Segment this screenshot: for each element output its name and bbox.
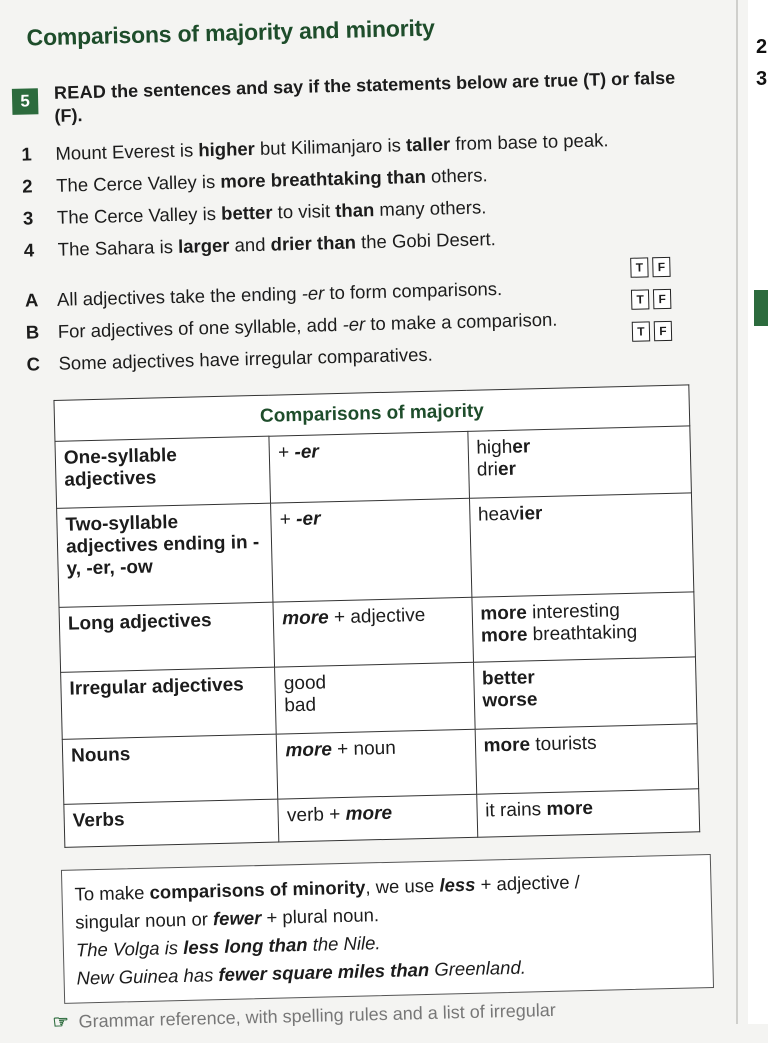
sentence-text: but Kilimanjaro is — [254, 134, 407, 159]
page-gutter — [736, 0, 738, 1024]
sentence-text: The Cerce Valley is — [55, 170, 221, 196]
note-text: , we use — [365, 874, 440, 898]
note-keyword: fewer — [212, 907, 262, 930]
note-example-text: Greenland. — [428, 956, 527, 980]
example-cell — [473, 657, 697, 729]
example-word: heavier — [477, 503, 543, 526]
note-example-bold: less long than — [182, 933, 308, 958]
rule-part: more — [285, 739, 333, 762]
example-cell — [471, 592, 695, 662]
example-word: worse — [482, 689, 538, 712]
sentence-bold: more breathtaking than — [220, 165, 427, 192]
adjective-type-cell: Nouns — [62, 734, 278, 804]
example-word: more breathtaking — [480, 621, 638, 647]
example-cell — [469, 493, 694, 597]
rule-part: + — [277, 442, 295, 464]
true-box[interactable]: T — [631, 289, 649, 309]
rule-part: -er — [294, 441, 320, 464]
rule-cell — [269, 431, 469, 503]
table-row — [57, 493, 694, 607]
rule-cell — [275, 662, 475, 734]
example-word: it rains more — [484, 797, 594, 822]
rule-part: bad — [284, 694, 317, 717]
instruction-read-word: READ — [53, 81, 107, 103]
rule-part: more — [281, 607, 329, 630]
rule-part: verb + — [286, 803, 346, 827]
next-page-edge — [748, 0, 768, 1024]
rule-part: + adjective — [328, 604, 426, 629]
note-text: + adjective / — [475, 871, 581, 895]
note-example-bold: fewer square miles than — [218, 958, 430, 986]
example-cell — [476, 789, 699, 837]
sentence-text: to visit — [272, 200, 336, 223]
next-page-badge — [754, 290, 768, 326]
statement-letter: B — [25, 321, 40, 343]
statement-text: to make a comparison. — [364, 308, 558, 335]
adjective-type-cell: One-syllable adjectives — [55, 436, 271, 508]
rule-cell — [277, 729, 477, 799]
rule-part: -er — [295, 508, 321, 531]
next-page-number: 3 — [756, 68, 768, 90]
table-title: Comparisons of majority — [54, 385, 690, 442]
statement-suffix: -er — [342, 313, 366, 335]
sentence-bold: larger — [177, 234, 230, 257]
adjective-type-cell: Two-syllable adjectives ending in -y, -er, -ow — [57, 503, 274, 607]
sentence-text: the Gobi Desert. — [355, 228, 496, 253]
sentence-number: 4 — [23, 239, 35, 261]
minority-note-box — [61, 854, 714, 1004]
rule-cell — [273, 597, 473, 667]
sentence-bold: taller — [405, 133, 451, 156]
true-box[interactable]: T — [630, 257, 648, 277]
note-example-text: The Volga is — [75, 936, 184, 961]
note-bold: comparisons of minority — [149, 876, 366, 903]
adjective-type-cell: Verbs — [64, 799, 279, 847]
section-heading: Comparisons of majority and minority — [26, 14, 435, 51]
statement-suffix: -er — [301, 282, 325, 304]
sentence-text: and — [229, 233, 271, 256]
sentence-text: The Sahara is — [57, 235, 179, 260]
sentence-bold: higher — [198, 137, 256, 161]
adjective-type-cell: Irregular adjectives — [61, 667, 277, 739]
example-word: more interesting — [480, 600, 621, 625]
sentence-number: 1 — [21, 143, 32, 165]
example-word: drier — [476, 458, 517, 481]
note-text: singular noun or — [74, 908, 214, 933]
note-text: + plural noun. — [261, 904, 380, 929]
sentence-number: 3 — [22, 207, 34, 229]
rule-part: + noun — [331, 737, 397, 761]
statement-letter: C — [26, 353, 41, 375]
grammar-reference-text: Grammar reference, with spelling rules and a list of irregular — [78, 999, 556, 1032]
sentence-number: 2 — [21, 175, 33, 197]
next-page-number: 2 — [756, 36, 768, 58]
grammar-reference-line — [52, 997, 693, 1043]
sentence-text: The Cerce Valley is — [56, 202, 222, 228]
example-cell — [475, 724, 699, 794]
statement-text: For adjectives of one syllable, add — [57, 313, 343, 342]
rule-cell — [271, 498, 472, 602]
sentence-bold: better — [220, 201, 273, 224]
example-word: more tourists — [483, 732, 597, 757]
statement-text: to form comparisons. — [324, 277, 503, 304]
false-box[interactable]: F — [652, 257, 670, 277]
sentence-bold: than — [334, 199, 375, 222]
statement-text: Some adjectives have irregular comparatives. — [58, 343, 434, 374]
pointing-hand-icon: ☞ — [52, 1011, 70, 1033]
statement-list — [24, 259, 707, 381]
adjective-type-cell: Long adjectives — [59, 602, 275, 672]
sentence-text: others. — [425, 164, 488, 187]
sentence-bold: drier than — [270, 231, 357, 255]
exercise-number-badge: 5 — [12, 88, 39, 115]
note-example-text: the Nile. — [307, 932, 381, 955]
statement-text: All adjectives take the ending — [56, 282, 302, 310]
sentence-text: many others. — [374, 196, 487, 221]
rule-cell — [278, 794, 477, 842]
rule-part: more — [345, 802, 393, 825]
rule-part: good — [283, 672, 327, 695]
true-false-boxes — [632, 321, 672, 342]
statement-letter: A — [24, 289, 39, 311]
example-word: better — [481, 667, 536, 690]
sentence-text: from base to peak. — [449, 129, 609, 155]
false-box[interactable]: F — [653, 289, 671, 309]
note-keyword: less — [439, 873, 476, 896]
note-text: To make — [74, 881, 150, 905]
note-example-text: New Guinea has — [76, 964, 219, 989]
sentence-text: Mount Everest is — [55, 139, 199, 164]
instruction-text: the sentences and say if the statements below are true (T) or false (F). — [54, 67, 676, 126]
true-false-boxes — [631, 289, 671, 310]
false-box[interactable]: F — [654, 321, 672, 341]
true-box[interactable]: T — [632, 321, 650, 341]
exercise-instruction — [54, 66, 685, 127]
comparisons-table — [53, 384, 700, 847]
example-cell — [467, 426, 691, 498]
true-false-boxes — [630, 257, 670, 278]
rule-part: + — [279, 509, 297, 531]
example-word: higher — [476, 436, 531, 459]
sentence-list — [21, 122, 704, 267]
